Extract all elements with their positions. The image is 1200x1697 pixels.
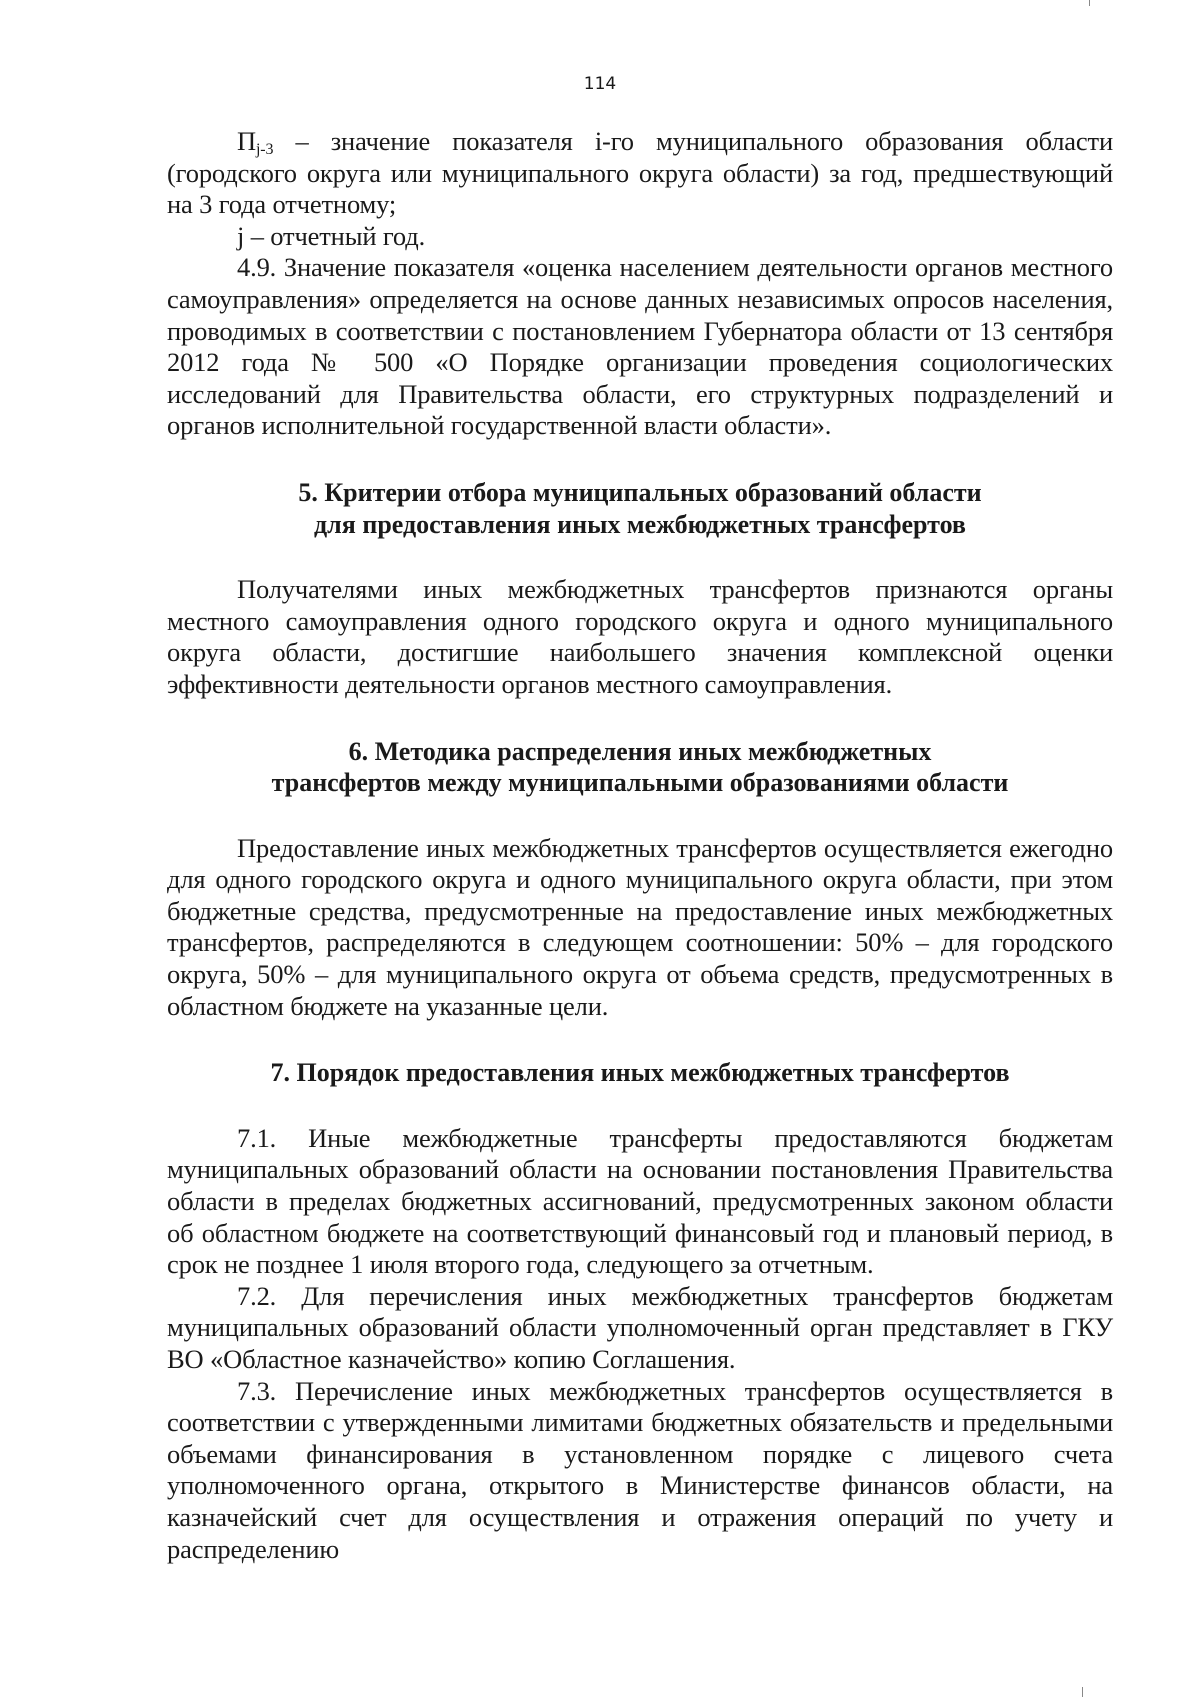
paragraph-indicator-definition — [167, 126, 1113, 221]
document-body — [167, 126, 1113, 1565]
scan-edge-mark-bottom — [1082, 1687, 1083, 1697]
indicator-definition-text: – значение показателя i-го муниципального образования области (городского округа или муниципального округа области) за год, предшествующий на 3 года отчетному; — [167, 126, 1113, 220]
paragraph-7-1: 7.1. Иные межбюджетные трансферты предоставляются бюджетам муниципальных образований области на основании постановления Правительства области в пределах бюджетных ассигнований, предусмотренных законом области об областном бюджете на соответствующий финансовый год и плановый период, в срок не позднее 1 июля второго года, следующего за отчетным. — [167, 1122, 1113, 1280]
page-number: 114 — [583, 74, 617, 94]
section-5-heading-line-1: 5. Критерии отбора муниципальных образований области — [298, 477, 982, 507]
paragraph-7-2: 7.2. Для перечисления иных межбюджетных трансфертов бюджетам муниципальных образований области уполномоченный орган представляет в ГКУ ВО «Областное казначейство» копию Соглашения. — [167, 1280, 1113, 1374]
paragraph-reporting-year: j – отчетный год. — [237, 220, 426, 251]
section-6-heading — [167, 736, 1113, 799]
paragraph-7-3: 7.3. Перечисление иных межбюджетных трансфертов осуществляется в соответствии с утвержденными лимитами бюджетных обязательств и предельными объемами финансирования в установленном порядке с лицевого счета уполномоченного органа, открытого в Министерстве финансов области, на казначейский счет для осуществления и отражения операций по учету и распределению — [167, 1375, 1113, 1564]
section-7-heading — [167, 1057, 1113, 1089]
formula-symbol: П — [237, 126, 256, 156]
section-7-heading-line-1: 7. Порядок предоставления иных межбюджетных трансфертов — [270, 1058, 1010, 1088]
paragraph-4-9: 4.9. Значение показателя «оценка населением деятельности органов местного самоуправления» определяется на основе данных независимых опросов населения, проводимых в соответствии с постановлением Губернатора области от 13 сентября 2012 года № 500 «О Порядке организации проведения социологических исследований для Правительства области, его структурных подразделений и органов исполнительной государственной власти области». — [167, 252, 1113, 441]
scan-edge-mark — [1089, 0, 1090, 6]
section-5-heading-line-2: для предоставления иных межбюджетных трансфертов — [314, 509, 966, 539]
formula-subscript: j-3 — [256, 141, 274, 158]
section-6-paragraph: Предоставление иных межбюджетных трансфертов осуществляется ежегодно для одного городского округа и одного муниципального округа области, при этом бюджетные средства, предусмотренные на предоставление иных межбюджетных трансфертов, распределяются в следующем соотношении: 50% – для городского округа, 50% – для муниципального округа от объема средств, предусмотренных в областном бюджете на указанные цели. — [167, 832, 1113, 1021]
section-5-paragraph: Получателями иных межбюджетных трансфертов признаются органы местного самоуправления одного городского округа и одного муниципального округа области, достигшие наибольшего значения комплексной оценки эффективности деятельности органов местного самоуправления. — [167, 574, 1113, 699]
section-5-heading — [167, 477, 1113, 540]
section-6-heading-line-2: трансфертов между муниципальными образованиями области — [271, 768, 1009, 798]
section-6-heading-line-1: 6. Методика распределения иных межбюджетных — [348, 736, 932, 766]
